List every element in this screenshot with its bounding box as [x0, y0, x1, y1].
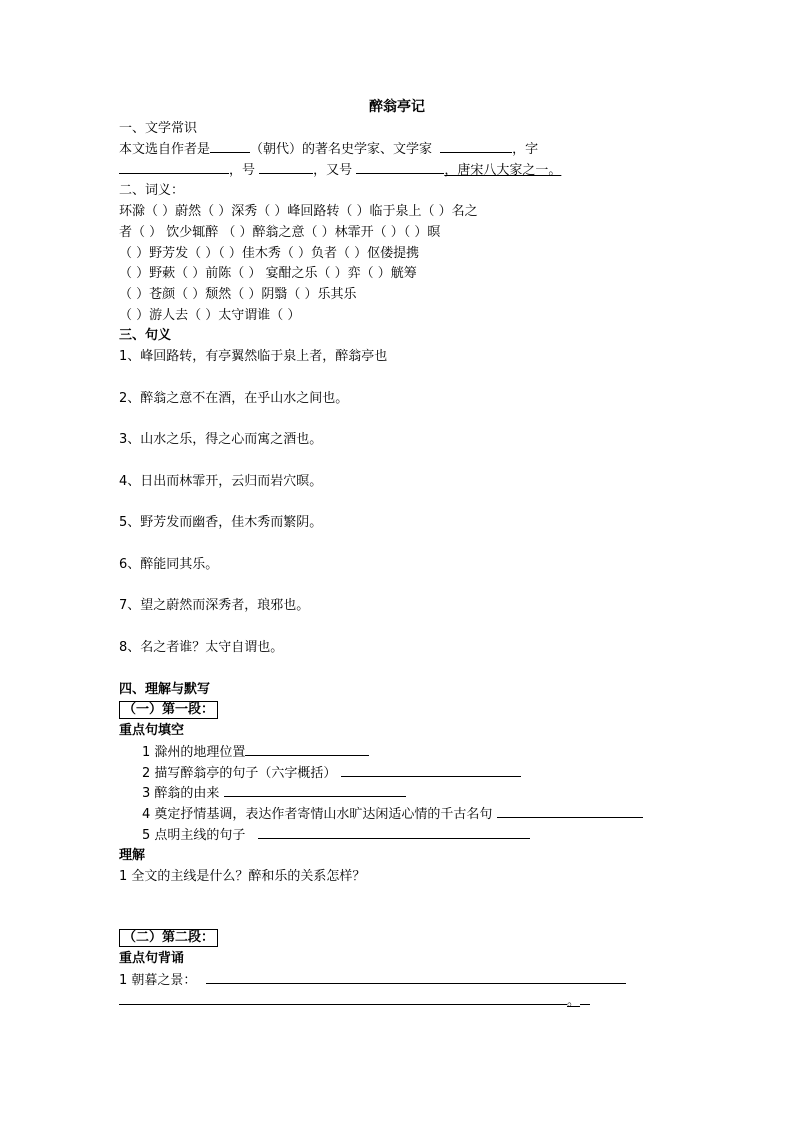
vocab-line-6: （ ）游人去（ ）太守谓谁（ ）: [119, 308, 301, 323]
vocab-line-4: （ ）野蔌（ ）前陈（ ） 宴酣之乐（ ）弈（ ）觥筹: [119, 266, 417, 281]
fill-item-text: 5 点明主线的句子: [142, 828, 246, 843]
sentence-item: 5、野芳发而幽香，佳木秀而繁阴。: [119, 515, 323, 530]
section-1-text-d: ，号: [229, 163, 256, 178]
vocab-line-2: 者（ ） 饮少辄醉 （ ）醉翁之意（ ）林霏开（ ）（ ）暝: [119, 225, 441, 240]
recite-item-1: [119, 971, 626, 990]
section-1-text-e: ，又号: [313, 163, 353, 178]
fill-item-1: [142, 743, 369, 762]
vocab-line-1: 环滁（ ）蔚然（ ）深秀（ ）峰回路转（ ）临于泉上（ ）名之: [119, 204, 478, 219]
vocab-line-3: （ ）野芳发（ ）（ ）佳木秀（ ）负者（ ）伛偻提携: [119, 246, 420, 261]
answer-blank[interactable]: [119, 992, 567, 1005]
answer-blank[interactable]: [224, 784, 406, 797]
section-1-line-1: [119, 140, 538, 159]
recite-item-text: 1 朝暮之景：: [119, 973, 197, 988]
part-1-subheading-fill: 重点句填空: [119, 723, 185, 738]
section-1-text-a: 本文选自作者是: [119, 142, 211, 157]
sentence-item: 1、峰回路转，有亭翼然临于泉上者，醉翁亭也: [119, 349, 388, 364]
section-1-heading: 一、文学常识: [119, 121, 198, 136]
answer-blank[interactable]: [341, 764, 521, 777]
fill-item-text: 3 醉翁的由来: [142, 786, 220, 801]
answer-blank[interactable]: [245, 743, 369, 756]
dynasty-author-blank[interactable]: [210, 140, 250, 153]
fill-item-3: [142, 784, 406, 803]
part-2-label: [119, 929, 218, 947]
page-title: 醉翁亭记: [369, 99, 425, 115]
fill-item-4: [142, 805, 643, 824]
section-1-text-f: ，唐宋八大家之一。: [444, 163, 562, 178]
recite-item-1-continued: [119, 992, 590, 1011]
section-1-text-b: （朝代）的著名史学家、文学家: [250, 142, 433, 157]
fill-item-text: 4 奠定抒情基调，表达作者寄情山水旷达闲适心情的千古名句: [142, 807, 493, 822]
part-1-label: [119, 701, 218, 719]
part-2-box: （二）第二段：: [119, 929, 218, 947]
answer-blank[interactable]: [497, 805, 643, 818]
part-2-subheading-recite: 重点句背诵: [119, 951, 185, 966]
sentence-item: 7、望之蔚然而深秀者，琅邪也。: [119, 598, 310, 613]
section-3-heading: 三、句义: [119, 328, 172, 343]
art-name-blank[interactable]: [259, 161, 313, 174]
section-2-heading: 二、词义：: [119, 183, 185, 198]
sentence-item: 4、日出而林霏开，云归而岩穴暝。: [119, 474, 323, 489]
alt-art-name-blank[interactable]: [356, 161, 444, 174]
author-name-blank[interactable]: [440, 140, 512, 153]
recite-item-end: 。: [567, 994, 581, 1009]
section-4-heading: 四、理解与默写: [119, 682, 211, 697]
courtesy-name-blank[interactable]: [119, 161, 229, 174]
understand-question-1: 1 全文的主线是什么？醉和乐的关系怎样？: [119, 869, 366, 884]
section-1-line-2: [119, 161, 561, 180]
fill-item-2: [142, 764, 521, 783]
sentence-item: 2、醉翁之意不在酒，在乎山水之间也。: [119, 391, 349, 406]
sentence-item: 8、名之者谁？太守自谓也。: [119, 640, 284, 655]
section-1-text-c: ，字: [512, 142, 539, 157]
part-1-subheading-understand: 理解: [119, 848, 146, 863]
sentence-item: 3、山水之乐，得之心而寓之酒也。: [119, 432, 323, 447]
answer-blank[interactable]: [206, 971, 626, 984]
answer-blank-tail: [580, 992, 590, 1005]
fill-item-text: 1 滁州的地理位置: [142, 745, 246, 760]
fill-item-text: 2 描写醉翁亭的句子（六字概括）: [142, 766, 337, 781]
sentence-item: 6、醉能同其乐。: [119, 557, 219, 572]
part-1-box: （一）第一段：: [119, 701, 218, 719]
fill-item-5: [142, 826, 530, 845]
vocab-line-5: （ ）苍颜（ ）颓然（ ）阴翳（ ）乐其乐: [119, 287, 357, 302]
answer-blank[interactable]: [258, 826, 530, 839]
